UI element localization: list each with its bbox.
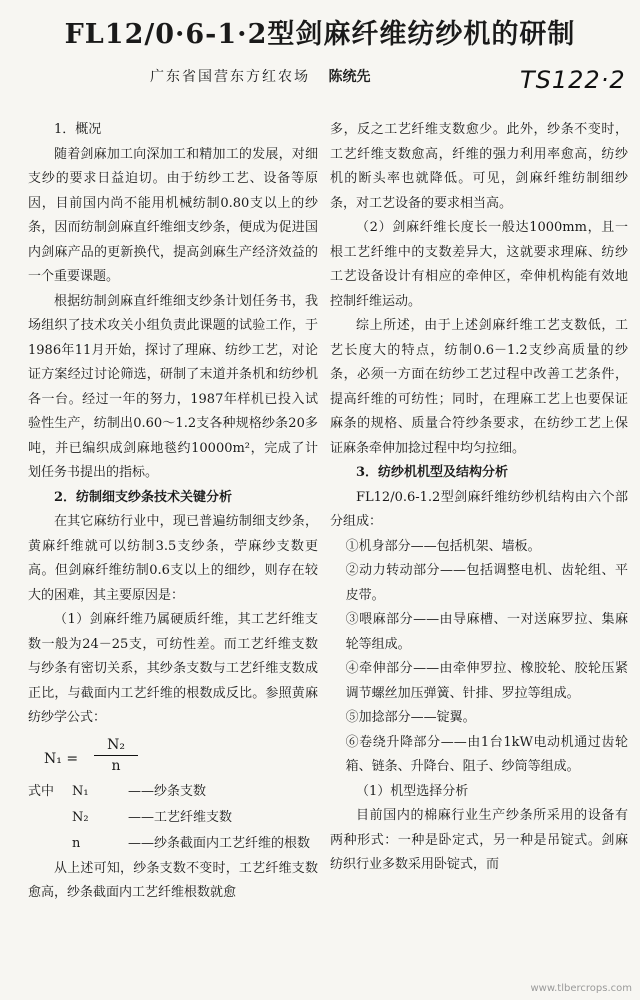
structure-list-item: ⑤加捻部分——锭翼。 [345,710,476,725]
definition-row [28,805,318,831]
section-3-paragraph-1: FL12/0.6-1.2型剑麻纤维纺纱机结构由六个部分组成： [330,489,628,529]
left-column [28,118,318,906]
summary-paragraph: 综上所述，由于上述剑麻纤维工艺支数低，工艺长度大的特点，纺制0.6－1.2支纱高质量的纱条，必须一方面在纺纱工艺过程中改善工艺条件，提高纤维的可纺性；同时，在理麻工艺上也要保证麻条的规格、质量合符纱条要求，在纺纱工艺上保证麻条牵伸加捻过程中均匀拉细。 [330,318,628,456]
definition-row [28,779,318,805]
formula-lhs: N₁ = [44,750,79,767]
section-3-heading: 3．纺纱机机型及结构分析 [356,465,509,480]
watermark: www.tlbercrops.com [530,983,632,994]
definition-symbol: N₁ [72,783,89,799]
definitions-lead: 式中 [28,783,55,799]
section-2-paragraph-2: （1）剑麻纤维乃属硬质纤维，其工艺纤维支数一般为24－25支，可纺性差。而工艺纤维支数与纱条有密切关系，其纱条支数与工艺纤维支数成正比，与截面内工艺纤维的根数成反比。参照黄麻纺纱学公式： [28,612,318,725]
section-2-paragraph-3: 从上述可知，纱条支数不变时，工艺纤维支数愈高，纱条截面内工艺纤维根数就愈 [28,860,318,900]
section-1-heading: 1．概况 [54,122,102,137]
formula-definitions [28,779,318,857]
definition-row [28,831,318,857]
article-title: FL12/0·6-1·2型剑麻纤维纺纱机的研制 [64,19,576,50]
structure-list-item: ③喂麻部分——由导麻槽、一对送麻罗拉、集麻轮等组成。 [345,612,628,652]
section-2-paragraph-1: 在其它麻纺行业中，现已普遍纺制细支纱条，黄麻纤维就可以纺制3.5支纱条，苧麻纱支数更高。但剑麻纤维纺制0.6支以上的细纱，则存在较大的困难，其主要原因是： [28,514,318,603]
subsection-heading: （1）机型选择分析 [356,783,469,799]
formula-fraction [94,735,138,776]
subsection-paragraph-1: 目前国内的棉麻行业生产纱条所采用的设备有两种形式：一种是卧定式，另一种是吊锭式。剑麻纺织行业多数采用卧锭式，而 [330,808,628,872]
author-organization: 广东省国营东方红农场 [150,69,310,85]
definition-symbol: n [72,835,81,851]
formula-denominator: n [94,755,138,776]
structure-list-item: ⑥卷绕升降部分——由1台1kW电动机通过齿轮箱、链条、升降台、阻子、纱筒等组成。 [345,734,628,774]
section-1-paragraph-2: 根据纺制剑麻直纤维细支纱条计划任务书，我场组织了技术攻关小组负责此课题的试验工作，于1986年11月开始，探讨了理麻、纺纱工艺，对论证方案经过讨论筛选，研制了末道并条机和纺纱机各一台。经过一年的努力，1987年样机已投入试验性生产，纺制出0.60～1.2支各种规格纱条20多吨，并已编织成剑麻地毯约10000m²，完成了计划任务书提出的指标。 [28,293,318,480]
section-2-heading: 2．纺制细支纱条技术关键分析 [54,489,233,505]
author-name: 陈统先 [328,69,371,85]
section-2-paragraph-4: （2）剑麻纤维长度长一般达1000mm，且一根工艺纤维中的支数差异大，这就要求理麻、纺纱工艺设备设计有相应的牵伸区，牵伸机构能有效地控制纤维运动。 [330,220,628,309]
right-column [330,118,628,878]
structure-list-item: ①机身部分——包括机架、墙板。 [345,538,541,554]
yarn-count-formula [38,735,318,777]
author-line [150,66,480,86]
definition-text: ——纱条支数 [128,783,207,799]
section-1-paragraph-1: 随着剑麻加工向深加工和精加工的发展，对细支纱的要求日益迫切。由于纺纱工艺、设备等原因，目前国内尚不能用机械纺制0.80支以上的纱条，因而纺制剑麻直纤维细支纱条，便成为促进国内剑麻产品的更新换代，提高剑麻生产经济效益的一个重要课题。 [28,146,318,284]
formula-numerator: N₂ [107,736,125,753]
definition-symbol: N₂ [72,809,89,825]
handwritten-classification-note: TS122·2 [520,66,626,94]
structure-list-item: ④牵伸部分——由牵伸罗拉、橡胶轮、胶轮压紧调节螺丝加压弹簧、针排、罗拉等组成。 [345,661,628,701]
continued-paragraph: 多，反之工艺纤维支数愈少。此外，纱条不变时，工艺纤维支数愈高，纤维的强力利用率愈高，纺纱机的断头率也就降低。可见，剑麻纤维纺制细纱条，对工艺设备的要求相当高。 [330,122,628,211]
structure-list-item: ②动力转动部分——包括调整电机、齿轮组、平皮带。 [345,563,628,603]
definition-text: ——工艺纤维支数 [128,809,233,825]
definition-text: ——纱条截面内工艺纤维的根数 [128,835,311,851]
